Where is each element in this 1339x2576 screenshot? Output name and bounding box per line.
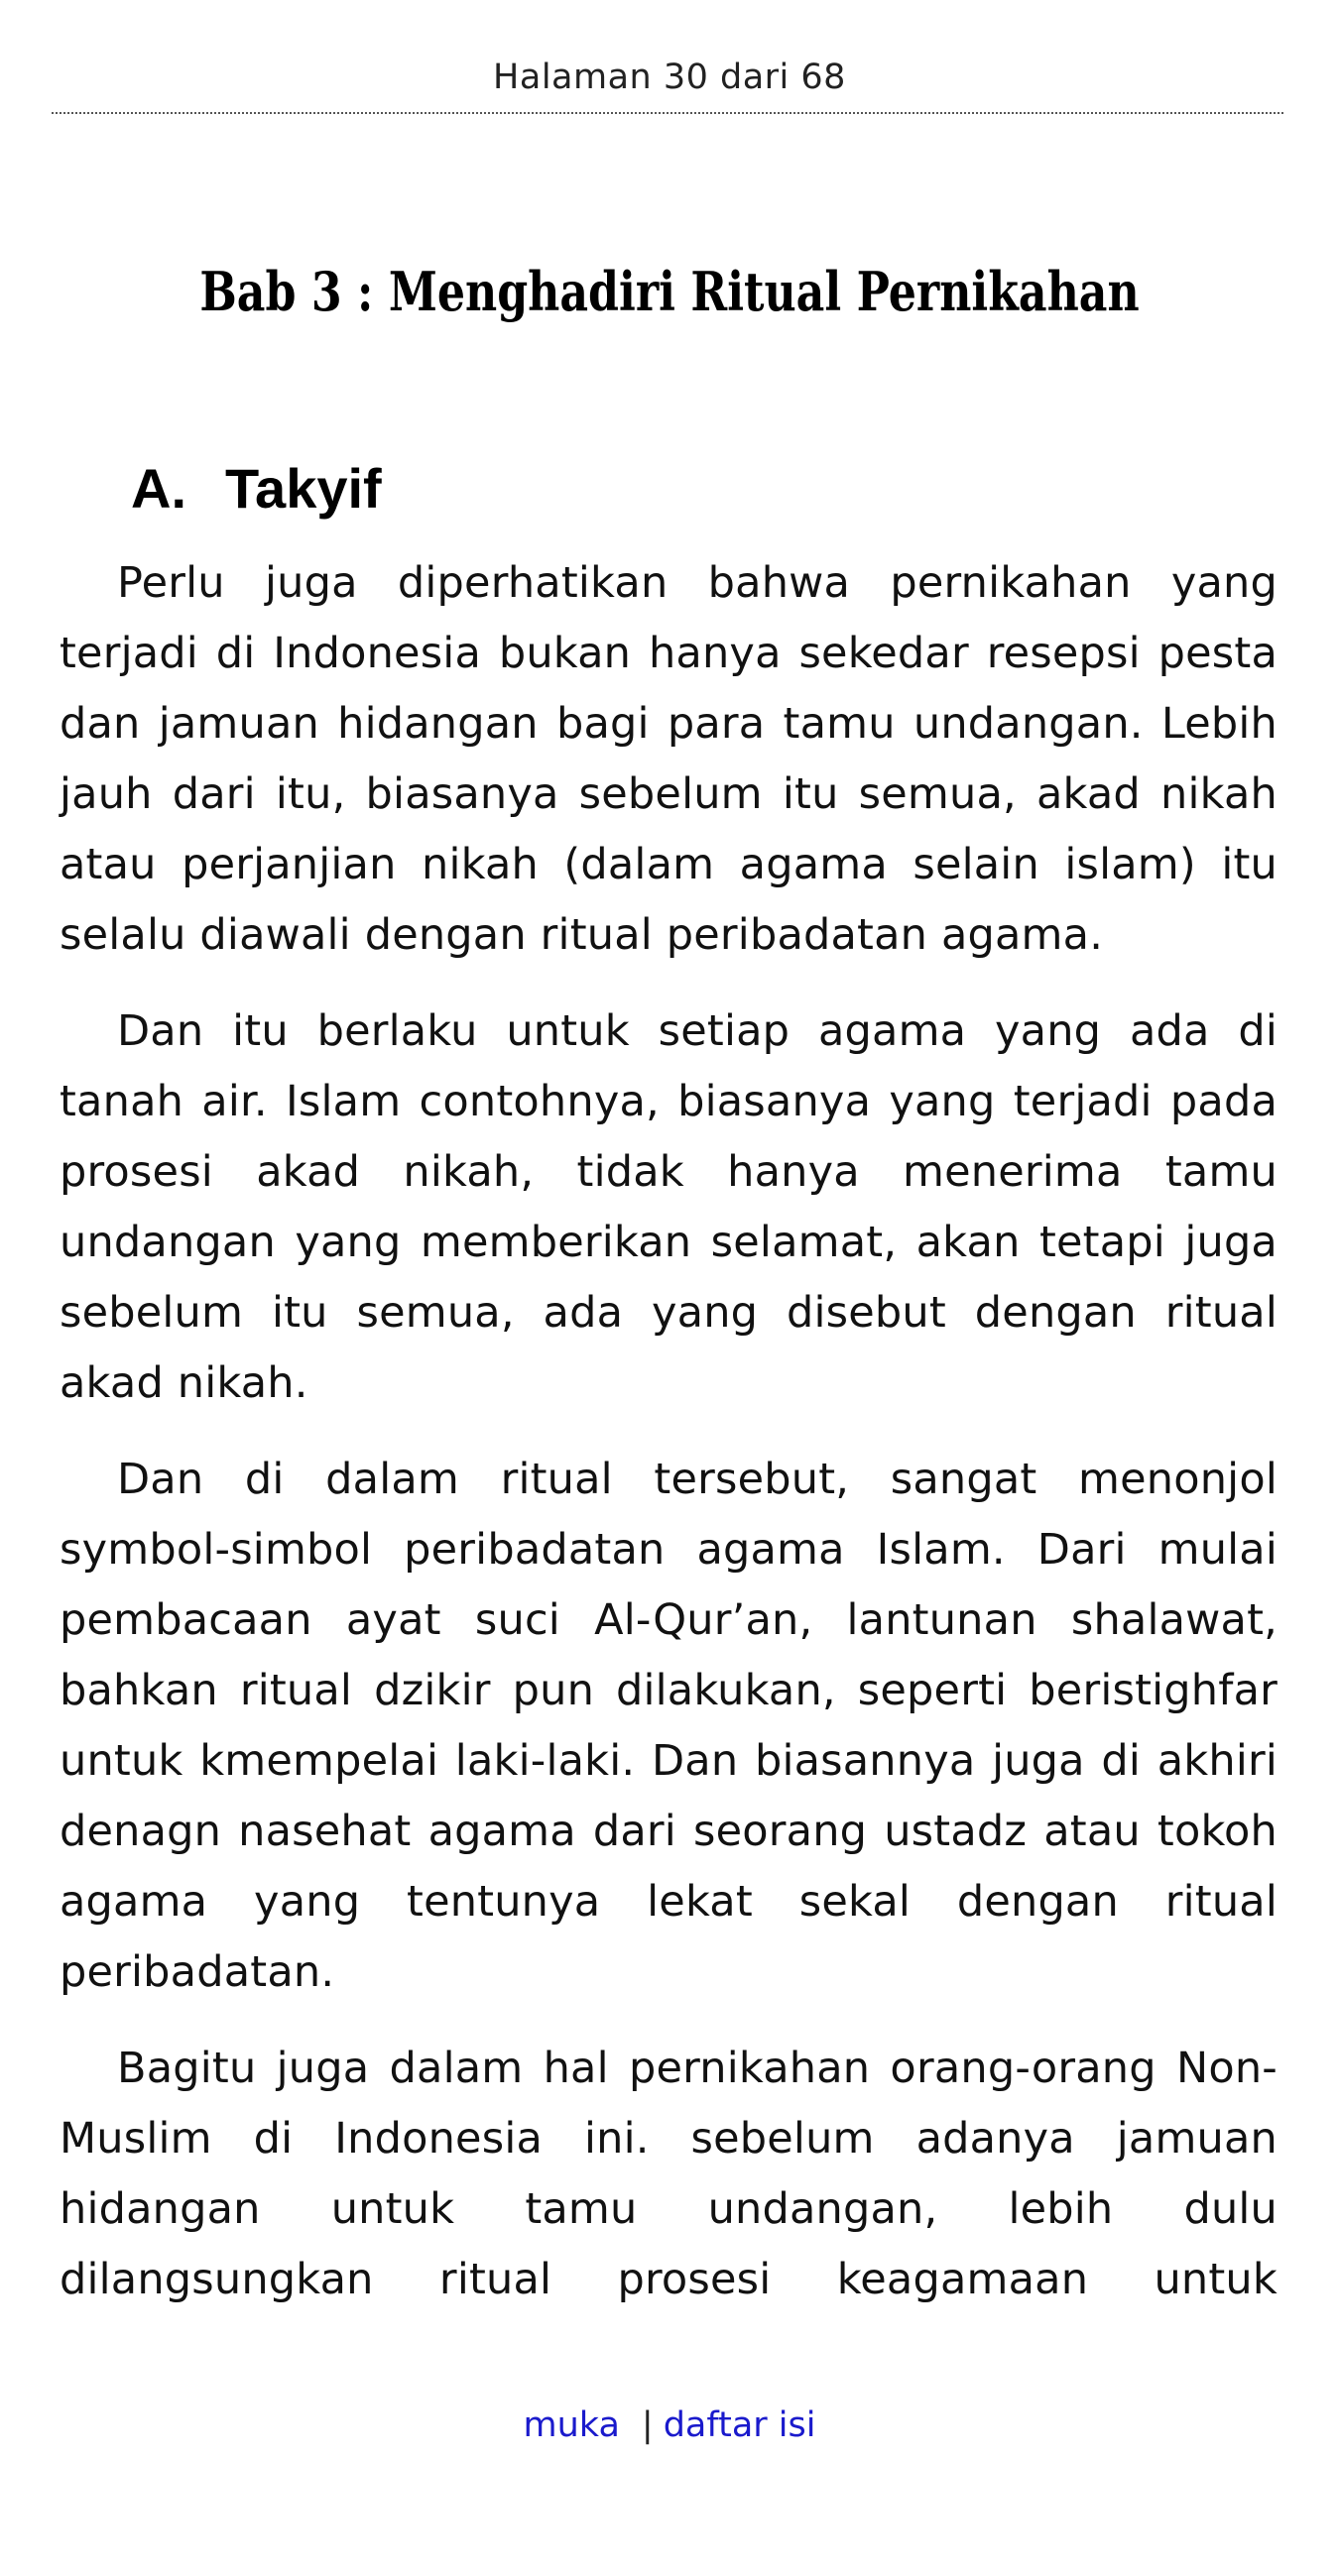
body-text	[60, 548, 1278, 2341]
paragraph: Perlu juga diperhatikan bahwa pernikahan yang terjadi di Indonesia bukan hanya sekedar resepsi pesta dan jamuan hidangan bagi para tamu undangan. Lebih jauh dari itu, biasanya sebelum itu semua, akad nikah atau perjanjian nikah (dalam agama selain islam) itu selalu diawali dengan ritual peribadatan agama.	[60, 558, 1278, 960]
footer-nav	[0, 2405, 1339, 2445]
section-title: Takyif	[225, 457, 382, 520]
chapter-title: Bab 3 : Menghadiri Ritual Pernikahan	[199, 260, 1140, 323]
home-link[interactable]: muka	[523, 2405, 620, 2445]
section-heading	[131, 456, 382, 521]
footer-separator: |	[641, 2405, 654, 2445]
header-divider	[52, 112, 1283, 114]
paragraph: Bagitu juga dalam hal pernikahan orang-orang Non-Muslim di Indonesia ini. sebelum adanya jamuan hidangan untuk tamu undangan, lebih dulu dilangsungkan ritual prosesi keagamaan untuk	[60, 2044, 1278, 2304]
toc-link[interactable]: daftar isi	[663, 2405, 816, 2445]
page-indicator: Halaman 30 dari 68	[493, 58, 846, 97]
section-number: A.	[131, 457, 186, 520]
paragraph: Dan di dalam ritual tersebut, sangat menonjol symbol-simbol peribadatan agama Islam. Dari mulai pembacaan ayat suci Al-Qur’an, lantunan shalawat, bahkan ritual dzikir pun dilakukan, seperti beristighfar untuk kmempelai laki-laki. Dan biasannya juga di akhiri denagn nasehat agama dari seorang ustadz atau tokoh agama yang tentunya lekat sekal dengan ritual peribadatan.	[60, 1455, 1278, 1997]
paragraph: Dan itu berlaku untuk setiap agama yang ada di tanah air. Islam contohnya, biasanya yang terjadi pada prosesi akad nikah, tidak hanya menerima tamu undangan yang memberikan selamat, akan tetapi juga sebelum itu semua, ada yang disebut dengan ritual akad nikah.	[60, 1006, 1278, 1408]
